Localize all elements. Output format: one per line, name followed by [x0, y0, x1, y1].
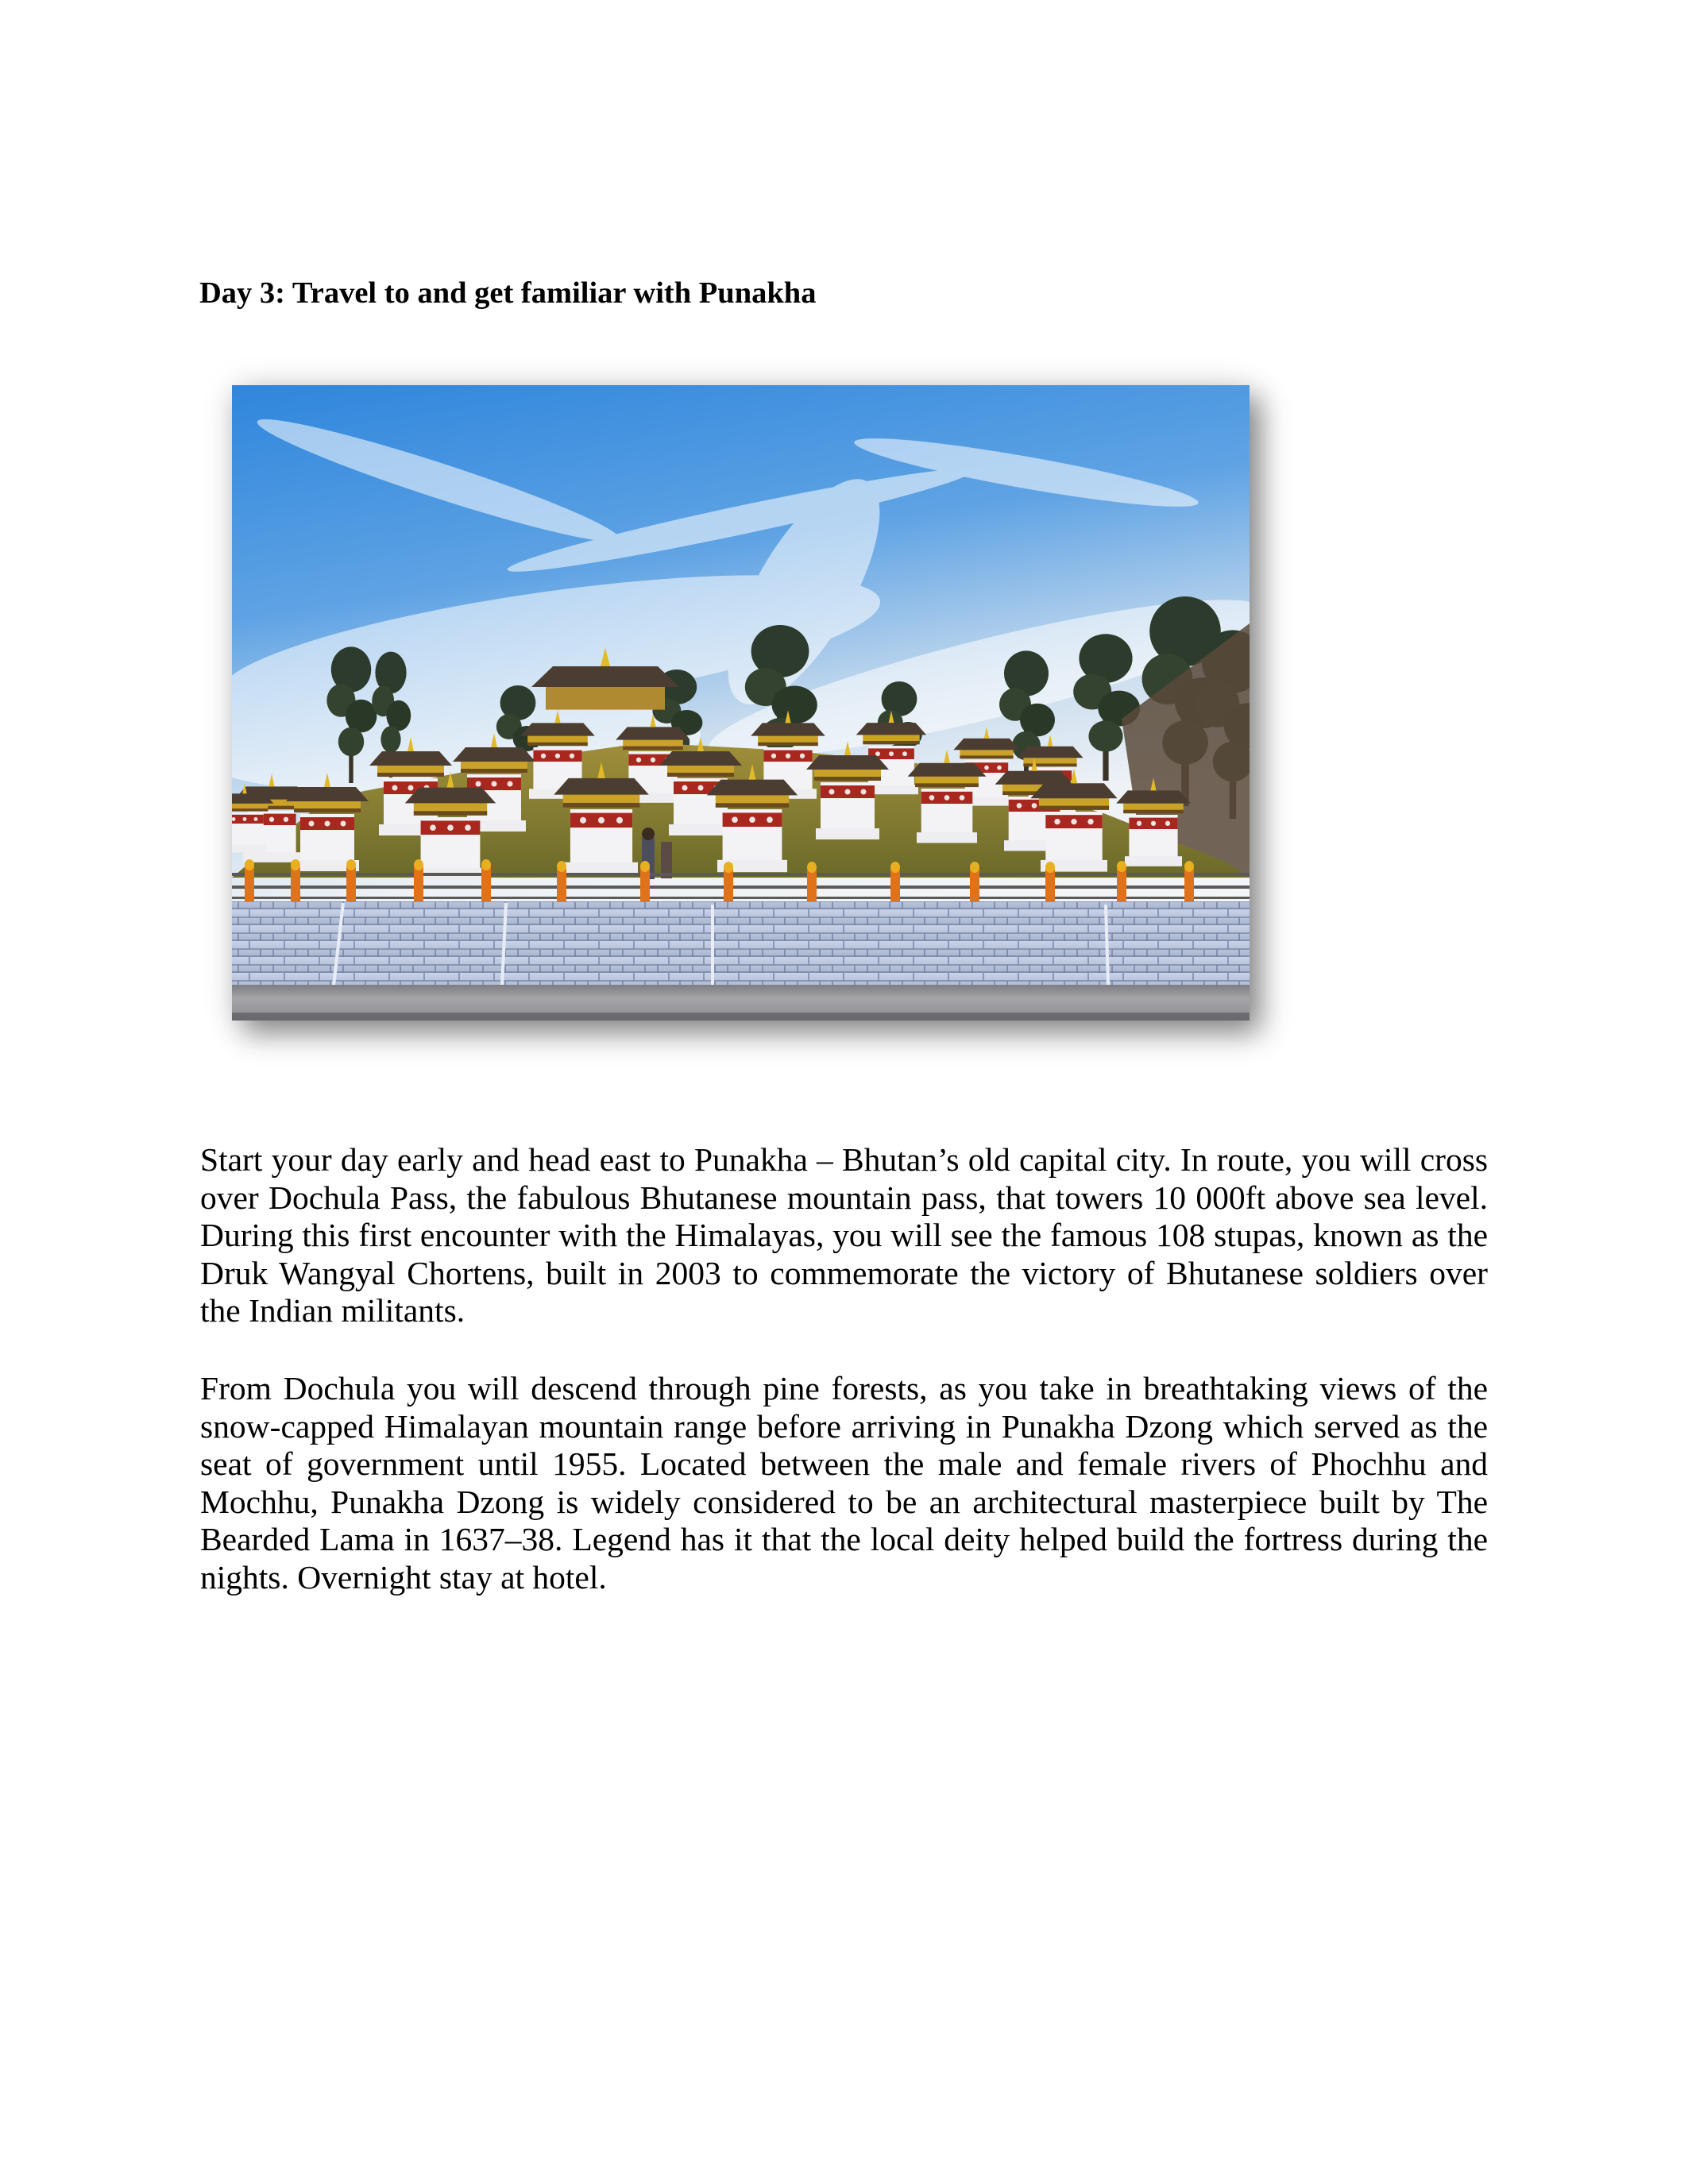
- paragraph-2: From Dochula you will descend through pine forests, as you take in breathtaking views of the snow-capped Himalayan mountain range before arriving in Punakha Dzong which served as the seat of government until 1955. Located between the male and female rivers of Phochhu and Mochhu, Punakha Dzong is widely considered to be an architectural masterpiece built by The Bearded Lama in 1637–38. Legend has it that the local deity helped build the fortress during the nights. Overnight stay at hotel.: [200, 1370, 1488, 1596]
- day-heading: Day 3: Travel to and get familiar with Punakha: [199, 276, 817, 310]
- paragraph-1: Start your day early and head east to Punakha – Bhutan’s old capital city. In route, you will cross over Dochula Pass, the fabulous Bhutanese mountain pass, that towers 10 000ft above sea level. During this first encounter with the Himalayas, you will see the famous 108 stupas, known as the Druk Wangyal Chortens, built in 2003 to commemorate the victory of Bhutanese soldiers over the Indian militants.: [200, 1141, 1488, 1329]
- stone-wall: [232, 901, 1250, 986]
- dochula-stupas-photo: [232, 385, 1250, 1021]
- photo-illustration: [232, 385, 1250, 1021]
